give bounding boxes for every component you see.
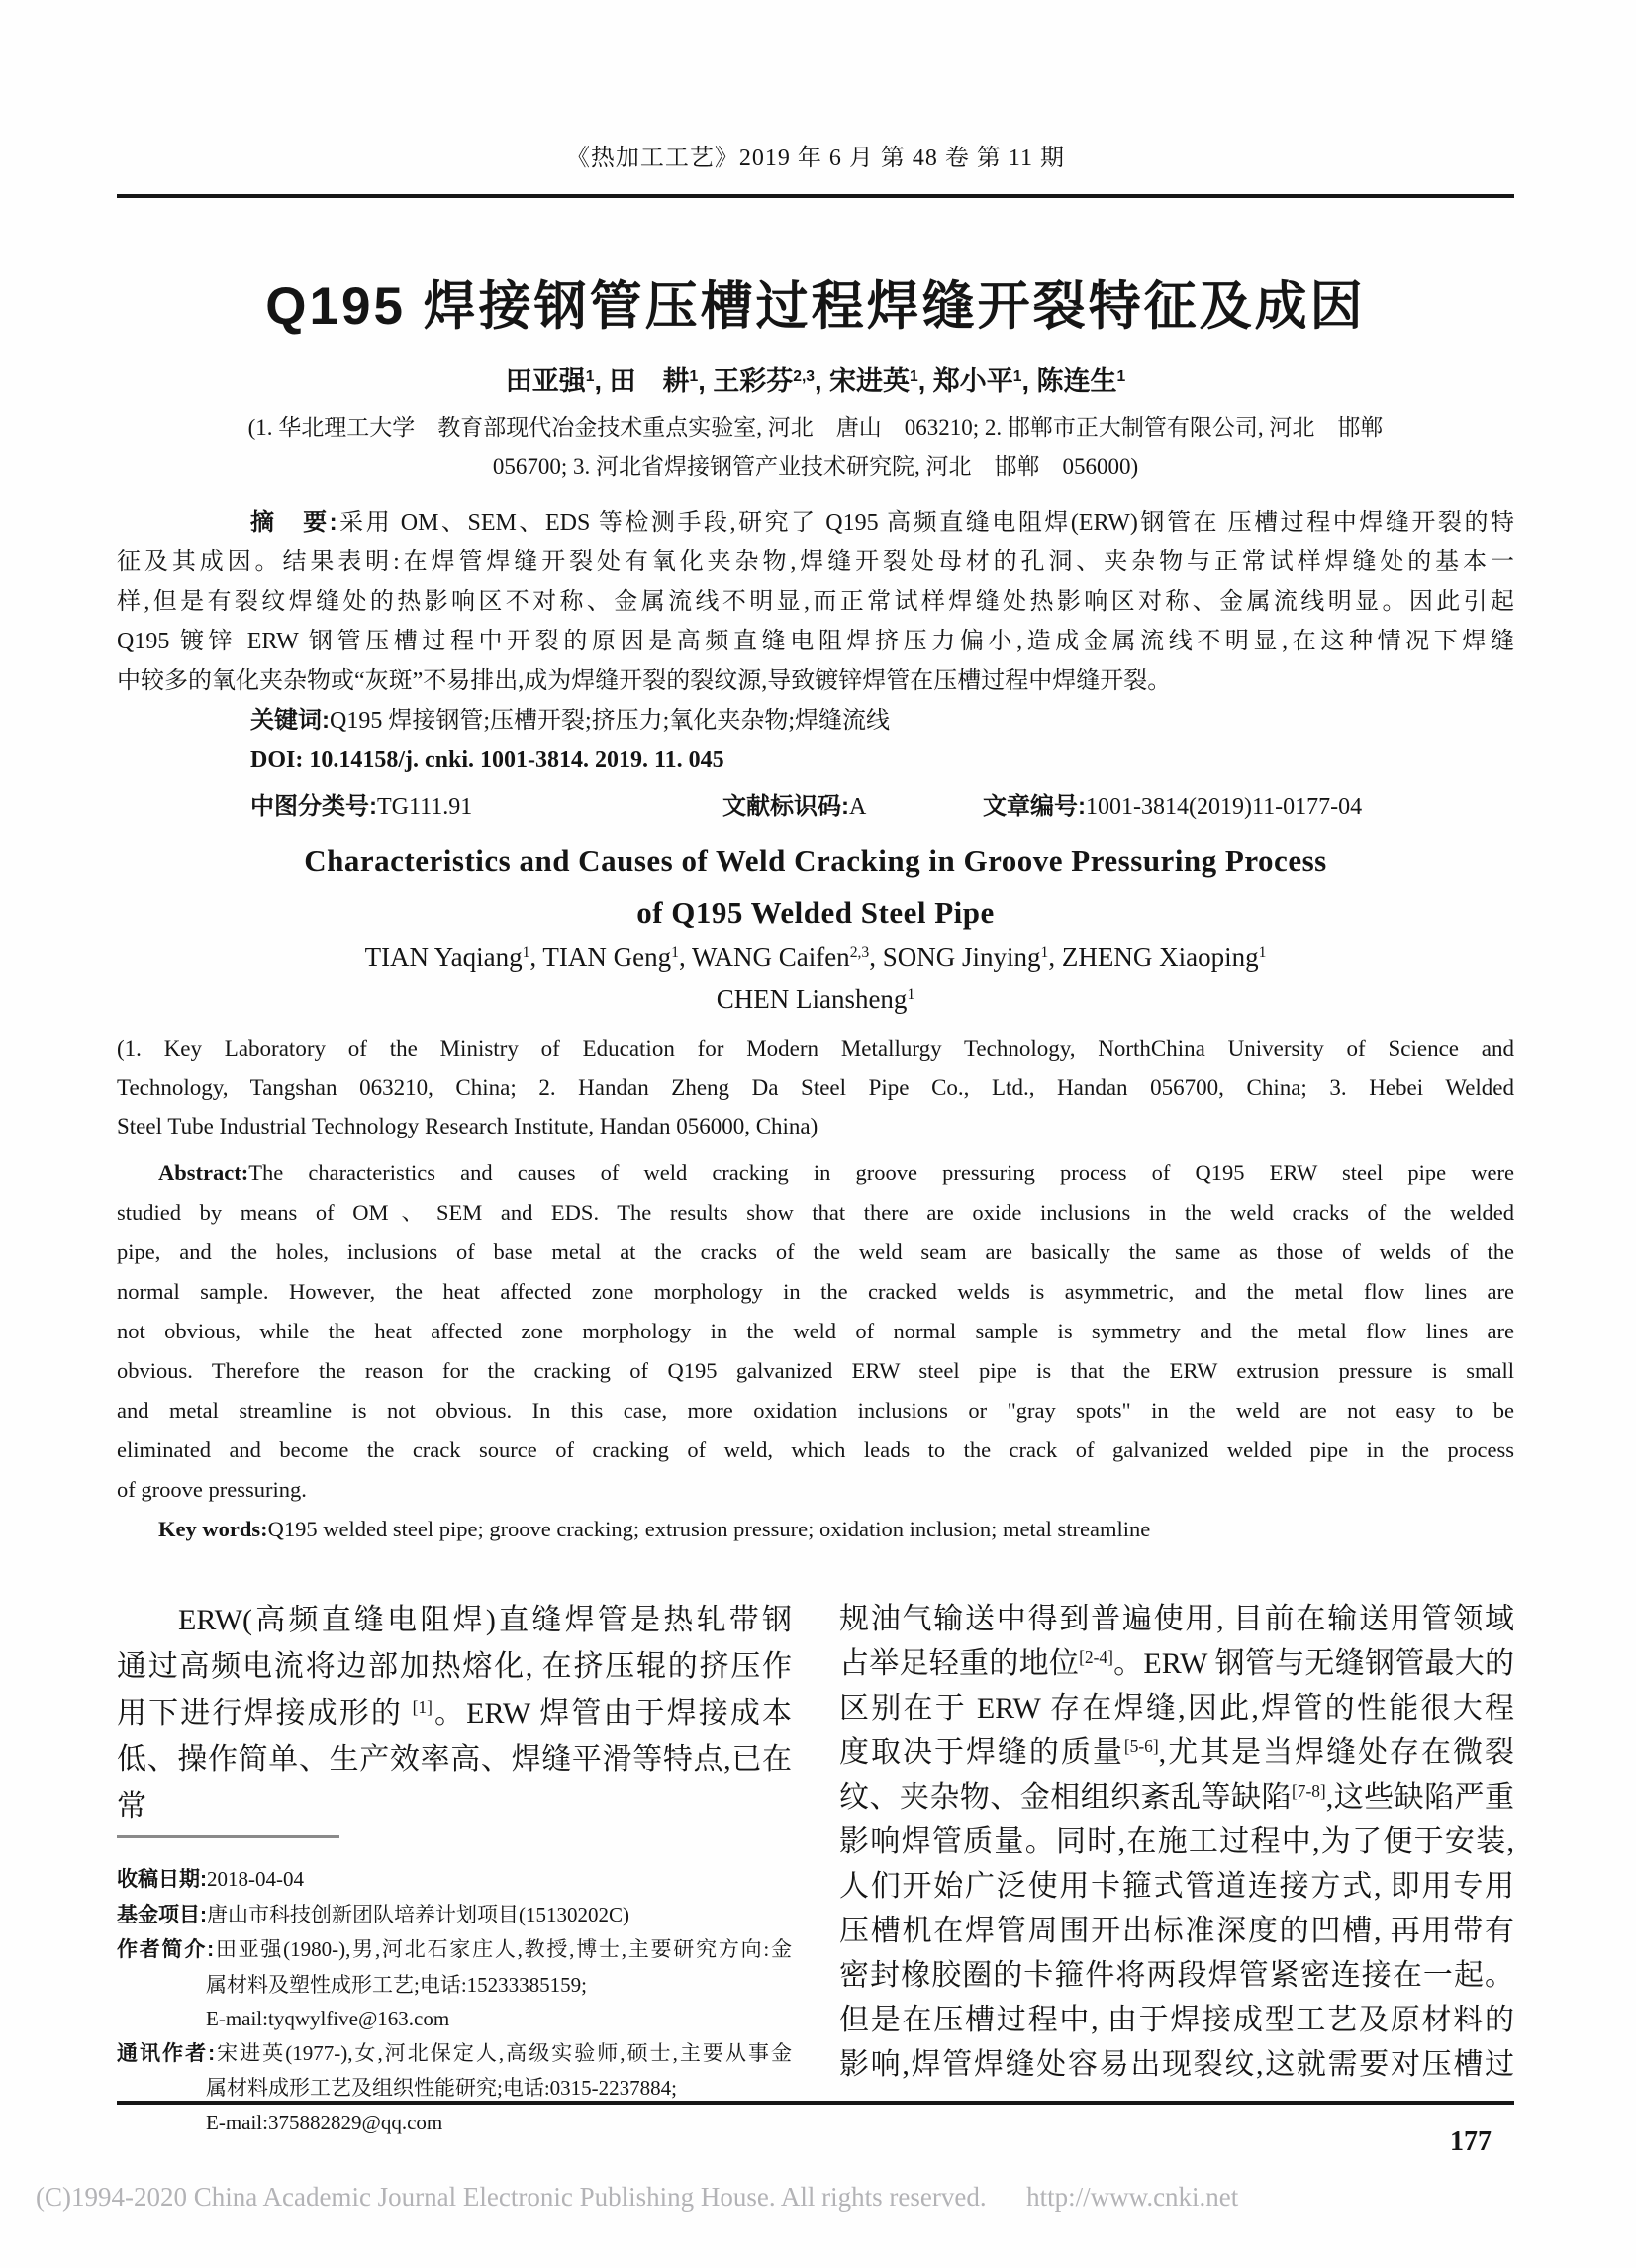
document-code-value: A [849,794,867,820]
clc-number [250,786,472,821]
footer-rule [117,2101,1514,2105]
text-line: 用下进行焊接成形的 [1]。ERW 焊管由于焊接成本 [117,1697,793,1729]
text-line: 属材料及塑性成形工艺;电话:15233385159; [206,1972,588,1997]
text-line: and metal streamline is not obvious. In this case, more oxidation inclusions or "gray spots" in the weld are not easy to be [117,1398,1514,1423]
text-line: 收稿日期:2018-04-04 [117,1867,304,1891]
text-line: not obvious, while the heat affected zone morphology in the weld of normal sample is symmetry and the metal flow lines are [117,1319,1514,1343]
text-line: 属材料成形工艺及组织性能研究;电话:0315-2237884; [206,2076,677,2100]
article-title-en [117,843,1514,931]
footnote-separator [117,1835,339,1838]
text-line: 通过高频电流将边部加热熔化, 在挤压辊的挤压作 [117,1650,792,1683]
clc-value: TG111.91 [377,794,473,820]
text-line: ERW(高频直缝电阻焊)直缝焊管是热轧带钢 [178,1604,792,1636]
text-line: 影响,焊管焊缝处容易出现裂纹,这就需要对压槽过 [839,2048,1514,2081]
text-line: 区别在于 ERW 存在焊缝,因此,焊管的性能很大程 [839,1692,1514,1725]
document-code-label: 文献标识码: [722,793,849,820]
text-line: 纹、夹杂物、金相组织紊乱等缺陷[7-8],这些缺陷严重 [839,1781,1514,1814]
page-content [117,0,1515,2134]
clc-label: 中图分类号: [250,793,377,820]
text-line: 056700; 3. 河北省焊接钢管产业技术研究院, 河北 邯郸 056000) [492,454,1139,479]
right-column [839,1597,1514,2100]
article-number [983,786,1362,821]
text-line: 征及其成因。结果表明:在焊管焊缝开裂处有氧化夹杂物,焊缝开裂处母材的孔洞、夹杂物与正常试样焊缝处的基本一 [117,549,1514,575]
text-line: 关键词:Q195 焊接钢管;压槽开裂;挤压力;氧化夹杂物;焊缝流线 [250,707,891,734]
authors-en [117,937,1514,1020]
abstract-cn-block [117,503,1514,780]
text-line: Abstract:The characteristics and causes of weld cracking in groove pressuring process of Q195 ERW steel pipe were [158,1160,1514,1185]
text-line: Technology, Tangshan 063210, China; 2. Handan Zheng Da Steel Pipe Co., Ltd., Handan 056700, China; 3. Hebei Welded [117,1075,1514,1100]
left-column-text [117,1597,792,1829]
text-line: Key words:Q195 welded steel pipe; groove cracking; extrusion pressure; oxidation inclusion; metal streamline [158,1517,1151,1541]
article-number-value: 1001-3814(2019)11-0177-04 [1086,794,1363,820]
text-line: 密封橡胶圈的卡箍件将两段焊管紧密连接在一起。 [839,1959,1514,1992]
text-line: 田亚强$^1$, 田 耕$^1$, 王彩芬$^{2,3}$, 宋进英$^1$, 郑小平$^1$, 陈连生$^1$ [505,366,1126,396]
text-line: E-mail:375882829@qq.com [206,2110,443,2134]
text-line: pipe, and the holes, inclusions of base metal at the cracks of the weld seam are basically the same as those of welds of the [117,1239,1514,1264]
text-line: 但是在压槽过程中, 由于焊接成型工艺及原材料的 [839,2004,1514,2036]
article-title-en-line2: of Q195 Welded Steel Pipe [636,895,995,930]
text-line: DOI: 10.14158/j. cnki. 1001-3814. 2019. 11. 045 [250,747,724,773]
text-line: TIAN Yaqiang$^1$, TIAN Geng$^1$, WANG Caifen$^{2,3}$, SONG Jinying$^1$, ZHENG Xiaoping$^1$ [364,942,1267,972]
text-line: CHEN Liansheng$^1$ [716,984,915,1014]
copyright-watermark: (C)1994-2020 China Academic Journal Electronic Publishing House. All rights reserved. http://www.cnki.net [36,2182,1239,2212]
text-line: (1. Key Laboratory of the Ministry of Education for Modern Metallurgy Technology, NorthChina University of Science and [117,1036,1514,1061]
text-line: 通讯作者:宋进英(1977-),女,河北保定人,高级实验师,硕士,主要从事金 [117,2040,793,2065]
page-number: 177 [1450,2126,1492,2157]
header-rule [117,194,1514,198]
text-line: of groove pressuring. [117,1477,307,1502]
text-line: Steel Tube Industrial Technology Research Institute, Handan 056000, China) [117,1114,818,1138]
text-line: 中较多的氧化夹杂物或“灰斑”不易排出,成为焊缝开裂的裂纹源,导致镀锌焊管在压槽过程中焊缝开裂。 [117,668,1172,694]
text-line: 作者简介:田亚强(1980-),男,河北石家庄人,教授,博士,主要研究方向:金 [117,1937,793,1961]
text-line: (1. 华北理工大学 教育部现代冶金技术重点实验室, 河北 唐山 063210; 2. 邯郸市正大制管有限公司, 河北 邯郸 [247,415,1384,440]
text-line: obvious. Therefore the reason for the cracking of Q195 galvanized ERW steel pipe is that the ERW extrusion pressure is small [117,1358,1514,1383]
article-number-label: 文章编号: [983,793,1086,820]
text-line: normal sample. However, the heat affected zone morphology in the cracked welds is asymmetric, and the metal flow lines are [117,1279,1514,1304]
footnotes-block [117,1862,792,2139]
text-line: E-mail:tyqwylfive@163.com [206,2007,450,2030]
text-line: Q195 镀锌 ERW 钢管压槽过程中开裂的原因是高频直缝电阻焊挤压力偏小,造成金属流线不明显,在这种情况下焊缝 [117,629,1514,654]
text-line: 占举足轻重的地位[2-4]。ERW 钢管与无缝钢管最大的 [839,1647,1515,1680]
left-column [117,1597,793,2134]
classification-row [117,786,1514,820]
article-title-cn: Q195 焊接钢管压槽过程焊缝开裂特征及成因 [265,277,1366,336]
text-line: 人们开始广泛使用卡箍式管道连接方式, 即用专用 [839,1870,1514,1903]
text-line: 度取决于焊缝的质量[5-6],尤其是当焊缝处存在微裂 [839,1736,1515,1769]
text-line: eliminated and become the crack source of cracking of weld, which leads to the crack of galvanized welded pipe in the process [117,1437,1514,1462]
text-line: 基金项目:唐山市科技创新团队培养计划项目(15130202C) [117,1902,629,1926]
document-code [722,786,866,821]
affiliations-en [117,1030,1514,1145]
text-line: 影响焊管质量。同时,在施工过程中,为了便于安装, [839,1825,1514,1858]
text-line: 压槽机在焊管周围开出标准深度的凹槽, 再用带有 [839,1915,1514,1947]
abstract-en-block [117,1153,1514,1549]
text-line: 样,但是有裂纹焊缝处的热影响区不对称、金属流线不明显,而正常试样焊缝处热影响区对称、金属流线明显。因此引起 [117,589,1514,615]
text-line: 低、操作简单、生产效率高、焊缝平滑等特点,已在常 [117,1743,792,1823]
text-line: 规油气输送中得到普遍使用, 目前在输送用管领域 [839,1603,1514,1635]
authors-cn [117,364,1514,398]
text-line: studied by means of OM、SEM and EDS. The results show that there are oxide inclusions in the weld cracks of the welded [117,1200,1514,1225]
journal-header: 《热加工工艺》2019 年 6 月 第 48 卷 第 11 期 [565,146,1066,171]
article-title-en-line1: Characteristics and Causes of Weld Cracking in Groove Pressuring Process [304,843,1327,878]
right-column-text [839,1597,1514,2087]
text-line: 摘 要:采用 OM、SEM、EDS 等检测手段,研究了 Q195 高频直缝电阻焊(ERW)钢管在 压槽过程中焊缝开裂的特 [250,509,1515,536]
affiliations-cn [117,408,1514,487]
body-columns [117,1597,1515,2134]
